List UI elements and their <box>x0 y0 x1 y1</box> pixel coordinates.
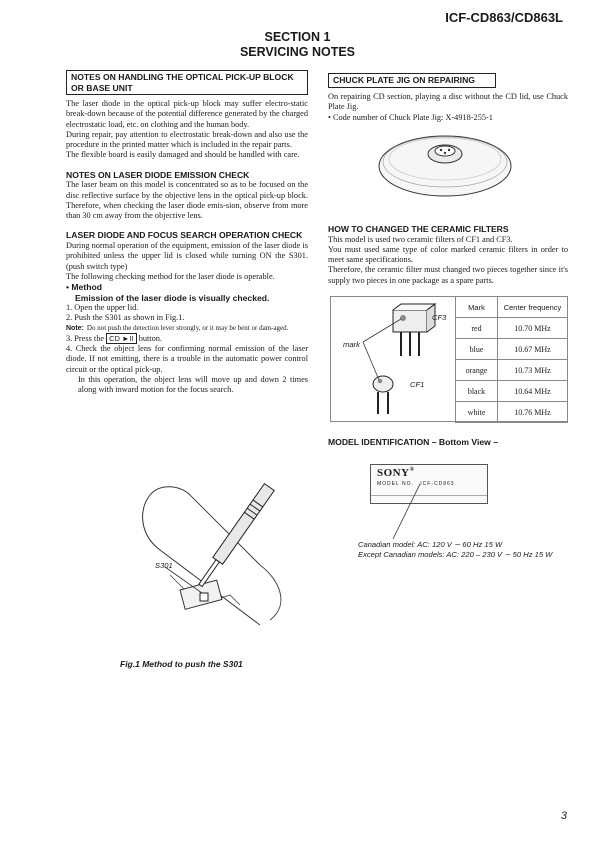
row-freq: 10.70 MHz <box>498 318 568 339</box>
table-header-row <box>456 297 568 318</box>
power-canadian: Canadian model: AC: 120 V ∼ 60 Hz 15 W <box>358 540 503 549</box>
step-3-post: button. <box>138 333 162 343</box>
fig1-illustration <box>120 455 310 645</box>
row-freq: 10.67 MHz <box>498 339 568 360</box>
step-1: 1. Open the upper lid. <box>66 303 139 313</box>
focus-p1: During normal operation of the equipment, emission of the laser diode is prohibited unless the upper lid is closed while turning ON the S301. (push switch type) <box>66 240 308 271</box>
model-no-label: MODEL NO. <box>377 481 414 487</box>
modelid-heading: MODEL IDENTIFICATION – Bottom View – <box>328 437 498 447</box>
table-row <box>456 339 568 360</box>
filters-p1: This model is used two ceramic filters of CF1 and CF3. <box>328 234 513 244</box>
model-header: ICF-CD863/CD863L <box>445 10 563 25</box>
row-freq: 10.73 MHz <box>498 360 568 381</box>
model-pointer-line <box>385 484 445 544</box>
left-column <box>66 70 308 396</box>
page-number: 3 <box>560 810 567 822</box>
frequency-table <box>455 296 568 423</box>
optical-heading: NOTES ON HANDLING THE OPTICAL PICK-UP BLOCK OR BASE UNIT <box>66 70 308 95</box>
optical-p1: The laser diode in the optical pick-up block may suffer electro-static break-down because of the potential difference generated by the charged electrostatic load, etc. on clothing and the human body. <box>66 99 308 129</box>
cf3-label: CF3 <box>432 313 447 322</box>
jig-p2: • Code number of Chuck Plate Jig: X-4918-255-1 <box>328 112 493 122</box>
note-text: Do not push the detection lever strongly, or it may be bent or dam-aged. <box>86 323 289 332</box>
step-2: 2. Push the S301 as shown in Fig.1. <box>66 313 185 323</box>
model-no-value: ICF-CD863 <box>420 481 455 487</box>
table-row <box>456 318 568 339</box>
method-label: • Method <box>66 282 102 293</box>
power-other: Except Canadian models: AC: 220 – 230 V ∼ 50 Hz 15 W <box>358 550 553 559</box>
filters-p3: Therefore, the ceramic filter must changed two pieces together since it's supply two pieces in one package as a spare parts. <box>328 265 568 285</box>
col-mark-header: Mark <box>456 297 498 318</box>
optical-p3: The flexible board is easily damaged and should be handled with care. <box>66 150 300 160</box>
method-sub: Emission of the laser diode is visually checked. <box>75 292 270 303</box>
emission-heading: NOTES ON LASER DIODE EMISSION CHECK <box>66 169 250 180</box>
col-freq-header: Center frequency <box>498 297 568 318</box>
mark-label: mark <box>343 340 360 349</box>
fig1-s301-label: S301 <box>155 561 173 570</box>
step-3 <box>66 334 308 344</box>
section-title: SECTION 1 <box>264 30 331 44</box>
cf1-label: CF1 <box>410 380 425 389</box>
row-mark: red <box>456 318 498 339</box>
cd-play-pause-button: CD ►II <box>106 333 137 344</box>
table-row <box>456 381 568 402</box>
fig1-caption: Fig.1 Method to push the S301 <box>120 659 243 669</box>
row-mark: white <box>456 402 498 423</box>
optical-p2: During repair, pay attention to electrostatic break-down and also use the procedure in the printed matter which is included in the repair parts. <box>66 129 308 150</box>
note-label: Note: <box>66 324 84 332</box>
row-mark: black <box>456 381 498 402</box>
emission-p1: The laser beam on this model is concentrated so as to be focused on the disc reflective surface by the objective lens in the optical pick-up block. Therefore, when checking the laser diode emis-sion, observe from more than 30 cm away from the objective lens. <box>66 180 308 221</box>
focus-heading: LASER DIODE AND FOCUS SEARCH OPERATION CHECK <box>66 230 303 241</box>
filters-block <box>328 224 568 286</box>
jig-p1: On repairing CD section, playing a disc without the CD lid, use Chuck Plate Jig. <box>328 92 568 112</box>
step-3-pre: 3. Press the <box>66 333 105 343</box>
step-4b: In this operation, the object lens will move up and down 2 times along with inward motion for the focus search. <box>78 374 308 395</box>
reg-mark: ® <box>409 467 415 473</box>
brand-text: SONY <box>377 467 410 479</box>
table-row <box>456 360 568 381</box>
chuck-plate-jig-illustration <box>375 128 515 200</box>
row-freq: 10.64 MHz <box>498 381 568 402</box>
step-4a: 4. Check the object lens for confirming normal emission of the laser diode. If not emitting, there is a trouble in the automatic power control circuit or the optical pick-up. <box>66 344 308 374</box>
table-row <box>456 402 568 423</box>
note <box>66 324 308 333</box>
row-freq: 10.76 MHz <box>498 402 568 423</box>
section-subtitle: SERVICING NOTES <box>239 45 356 59</box>
jig-heading: CHUCK PLATE JIG ON REPAIRING <box>328 73 496 88</box>
row-mark: orange <box>456 360 498 381</box>
filters-heading: HOW TO CHANGED THE CERAMIC FILTERS <box>328 224 509 234</box>
focus-p2: The following checking method for the laser diode is operable. <box>66 271 275 281</box>
row-mark: blue <box>456 339 498 360</box>
right-column <box>328 70 568 123</box>
sony-logo <box>377 467 415 479</box>
filters-p2: You must used same type of color marked ceramic filters in order to meet same specifications. <box>328 244 568 265</box>
